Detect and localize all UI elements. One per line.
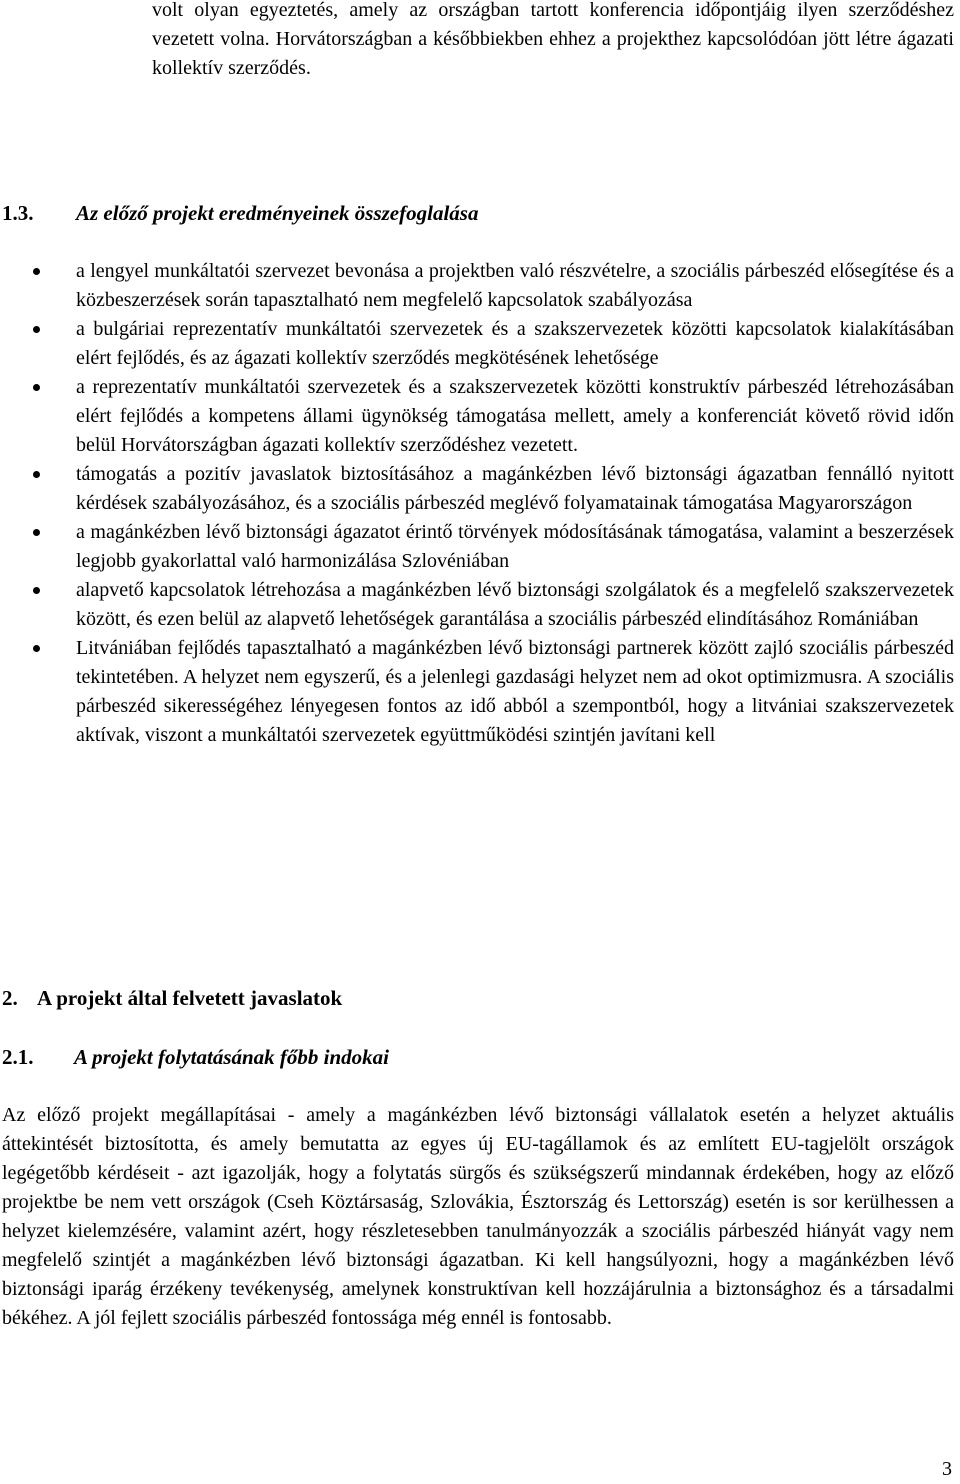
list-item <box>0 634 954 750</box>
list-item <box>0 315 954 373</box>
page-number: 3 <box>942 1458 952 1480</box>
list-item-text: támogatás a pozitív javaslatok biztosításához a magánkézben lévő biztonsági ágazatban fennálló nyitott kérdések szabályozásához, és a szociális párbeszéd meglévő folyamatainak támogatása Magyarországon <box>76 463 954 514</box>
list-item-text: a magánkézben lévő biztonsági ágazatot érintő törvények módosításának támogatása, valamint a beszerzések legjobb gyakorlattal való harmonizálása Szlovéniában <box>76 521 954 572</box>
list-item-text: a reprezentatív munkáltatói szervezetek és a szakszervezetek közötti konstruktív párbeszéd létrehozásában elért fejlődés a kompetens állami ügynökség támogatása mellett, amely a konferenciát követő rövid időn belül Horvátországban ágazati kollektív szerződéshez vezetett. <box>76 376 954 456</box>
section-heading-1-3 <box>2 199 478 228</box>
list-item <box>0 460 954 518</box>
list-item <box>0 576 954 634</box>
bullet-icon <box>33 268 40 275</box>
section-number: 1.3. <box>2 201 34 225</box>
bullet-icon <box>33 326 40 333</box>
bullet-icon <box>33 471 40 478</box>
intro-paragraph: volt olyan egyeztetés, amely az országban tartott konferencia időpontjáig ilyen szerződéshez vezetett volna. Horvátországban a későbbiekben ehhez a projekthez kapcsolódóan jött létre ágazati kollektív szerződés. <box>152 0 954 79</box>
list-item <box>0 373 954 460</box>
results-bullet-list <box>0 257 960 750</box>
section-heading-2 <box>2 984 342 1013</box>
section-title: A projekt által felvetett javaslatok <box>37 986 343 1010</box>
bullet-icon <box>33 384 40 391</box>
section-title: Az előző projekt eredményeinek összefoglalása <box>76 201 479 225</box>
list-item <box>0 257 954 315</box>
list-item-text: a bulgáriai reprezentatív munkáltatói szervezetek és a szakszervezetek közötti kapcsolatok kialakításában elért fejlődés, és az ágazati kollektív szerződés megkötésének lehetősége <box>76 318 954 369</box>
list-item-text: a lengyel munkáltatói szervezet bevonása a projektben való részvételre, a szociális párbeszéd elősegítése és a közbeszerzések során tapasztalható nem megfelelő kapcsolatok szabályozása <box>76 260 954 311</box>
list-item <box>0 518 954 576</box>
bullet-icon <box>33 645 40 652</box>
bullet-icon <box>33 529 40 536</box>
section-title: A projekt folytatásának főbb indokai <box>74 1045 390 1069</box>
bullet-icon <box>33 587 40 594</box>
list-item-text: Litvániában fejlődés tapasztalható a magánkézben lévő biztonsági partnerek között zajló szociális párbeszéd tekintetében. A helyzet nem egyszerű, és a jelenlegi gazdasági helyzet nem ad okot optimizmusra. A szociális párbeszéd sikerességéhez lényegesen fontos az idő abból a szempontból, hogy a litvániai szakszervezetek aktívak, viszont a munkáltatói szervezetek együttműködési szintjén javítani kell <box>76 637 954 746</box>
section-heading-2-1 <box>2 1043 389 1072</box>
section-number: 2.1. <box>2 1045 34 1069</box>
body-paragraph: Az előző projekt megállapításai - amely a magánkézben lévő biztonsági vállalatok esetén a helyzet aktuális áttekintését biztosította, és amely bemutatta az egyes új EU-tagállamok és az említett EU-tagjelölt országok legégetőbb kérdéseit - azt igazolják, hogy a folytatás sürgős és szükségszerű mindannak érdekében, hogy az előző projektbe be nem vett országok (Cseh Köztársaság, Szlovákia, Észtország és Lettország) esetén is sor kerülhessen a helyzet kielemzésére, valamint azért, hogy részletesebben tanulmányozzák a szociális párbeszéd hiányát vagy nem megfelelő szintjét a magánkézben lévő biztonsági ágazatban. Ki kell hangsúlyozni, hogy a magánkézben lévő biztonsági iparág érzékeny tevékenység, amelynek konstruktívan kell hozzájárulnia a biztonsághoz és a társadalmi békéhez. A jól fejlett szociális párbeszéd fontossága még ennél is fontosabb. <box>2 1104 954 1329</box>
section-number: 2. <box>2 986 18 1010</box>
list-item-text: alapvető kapcsolatok létrehozása a magánkézben lévő biztonsági szolgálatok és a megfelelő szakszervezetek között, és ezen belül az alapvető lehetőségek garantálása a szociális párbeszéd elindításához Romániában <box>76 579 954 630</box>
